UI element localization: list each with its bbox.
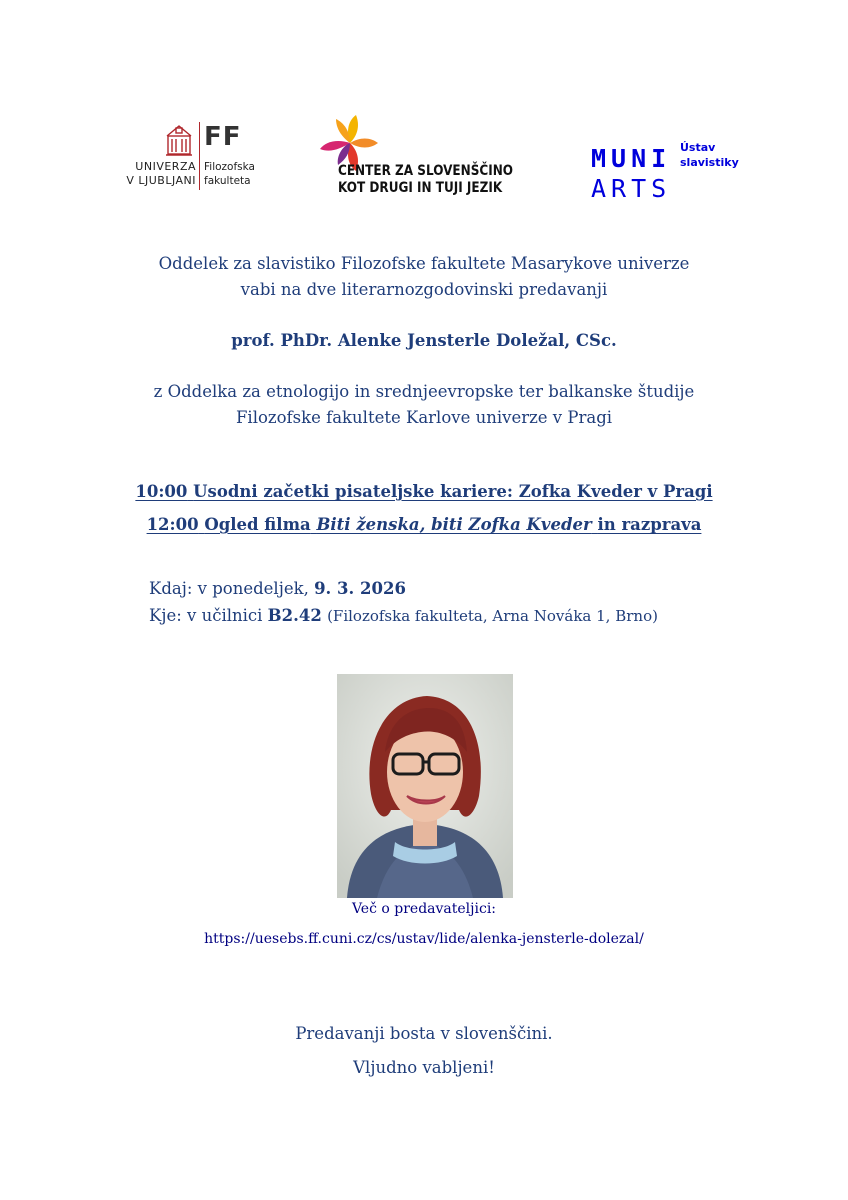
event-date xyxy=(149,576,406,602)
intro-line-1: Oddelek za slavistiko Filozofske fakultete Masarykove univerze xyxy=(158,254,690,273)
lecture-2-suffix: in razprava xyxy=(597,515,702,534)
university-crest-icon xyxy=(164,122,194,158)
lecture-1-time: 10:00 xyxy=(135,482,188,501)
event-location xyxy=(149,603,658,629)
lecture-1 xyxy=(0,479,848,505)
university-name: UNIVERZA V LJUBLJANI xyxy=(126,160,196,187)
institute-name: Ústav slavistiky xyxy=(680,141,739,169)
welcome-note: Vljudno vabljeni! xyxy=(353,1058,495,1077)
where-place: (Filozofska fakulteta, Arna Nováka 1, Brno) xyxy=(327,607,658,625)
lecture-2-film-title: Biti ženska, biti Zofka Kveder xyxy=(316,515,592,534)
where-label: Kje: v učilnici xyxy=(149,606,263,625)
lecture-2 xyxy=(0,512,848,538)
speaker-profile-link[interactable]: https://uesebs.ff.cuni.cz/cs/ustav/lide/alenka-jensterle-dolezal/ xyxy=(204,931,644,947)
affiliation-line-1: z Oddelka za etnologijo in srednjeevropske ter balkanske študije xyxy=(153,382,695,401)
portrait-image xyxy=(337,674,513,898)
lecture-1-title: Usodni začetki pisateljske kariere: Zofka Kveder v Pragi xyxy=(193,482,713,501)
speaker-name: prof. PhDr. Alenke Jensterle Doležal, CSc. xyxy=(231,331,617,350)
center-name: CENTER ZA SLOVENŠČINO KOT DRUGI IN TUJI JEZIK xyxy=(338,163,514,196)
muni-wordmark: MUNI xyxy=(591,144,672,173)
lecture-2-prefix: Ogled filma xyxy=(204,515,311,534)
more-label: Več o predavateljici: xyxy=(351,901,497,917)
arts-wordmark: ARTS xyxy=(591,174,672,203)
speaker-photo xyxy=(337,674,513,898)
logo-divider xyxy=(199,122,200,190)
faculty-name: Filozofska fakulteta xyxy=(204,161,255,187)
affiliation-line-2: Filozofske fakultete Karlove univerze v Pragi xyxy=(235,408,613,427)
when-label: Kdaj: v ponedeljek, xyxy=(149,579,309,598)
university-of-ljubljana-logo xyxy=(120,118,260,190)
lecture-2-time: 12:00 xyxy=(146,515,199,534)
room-number: B2.42 xyxy=(267,606,322,625)
when-date: 9. 3. 2026 xyxy=(314,579,406,598)
center-for-slovene-logo xyxy=(316,113,536,203)
language-note: Predavanji bosta v slovenščini. xyxy=(295,1024,553,1043)
muni-arts-logo xyxy=(591,140,751,204)
intro-line-2: vabi na dve literarnozgodovinski predavanji xyxy=(240,280,608,299)
ff-mark: FF xyxy=(204,122,242,152)
